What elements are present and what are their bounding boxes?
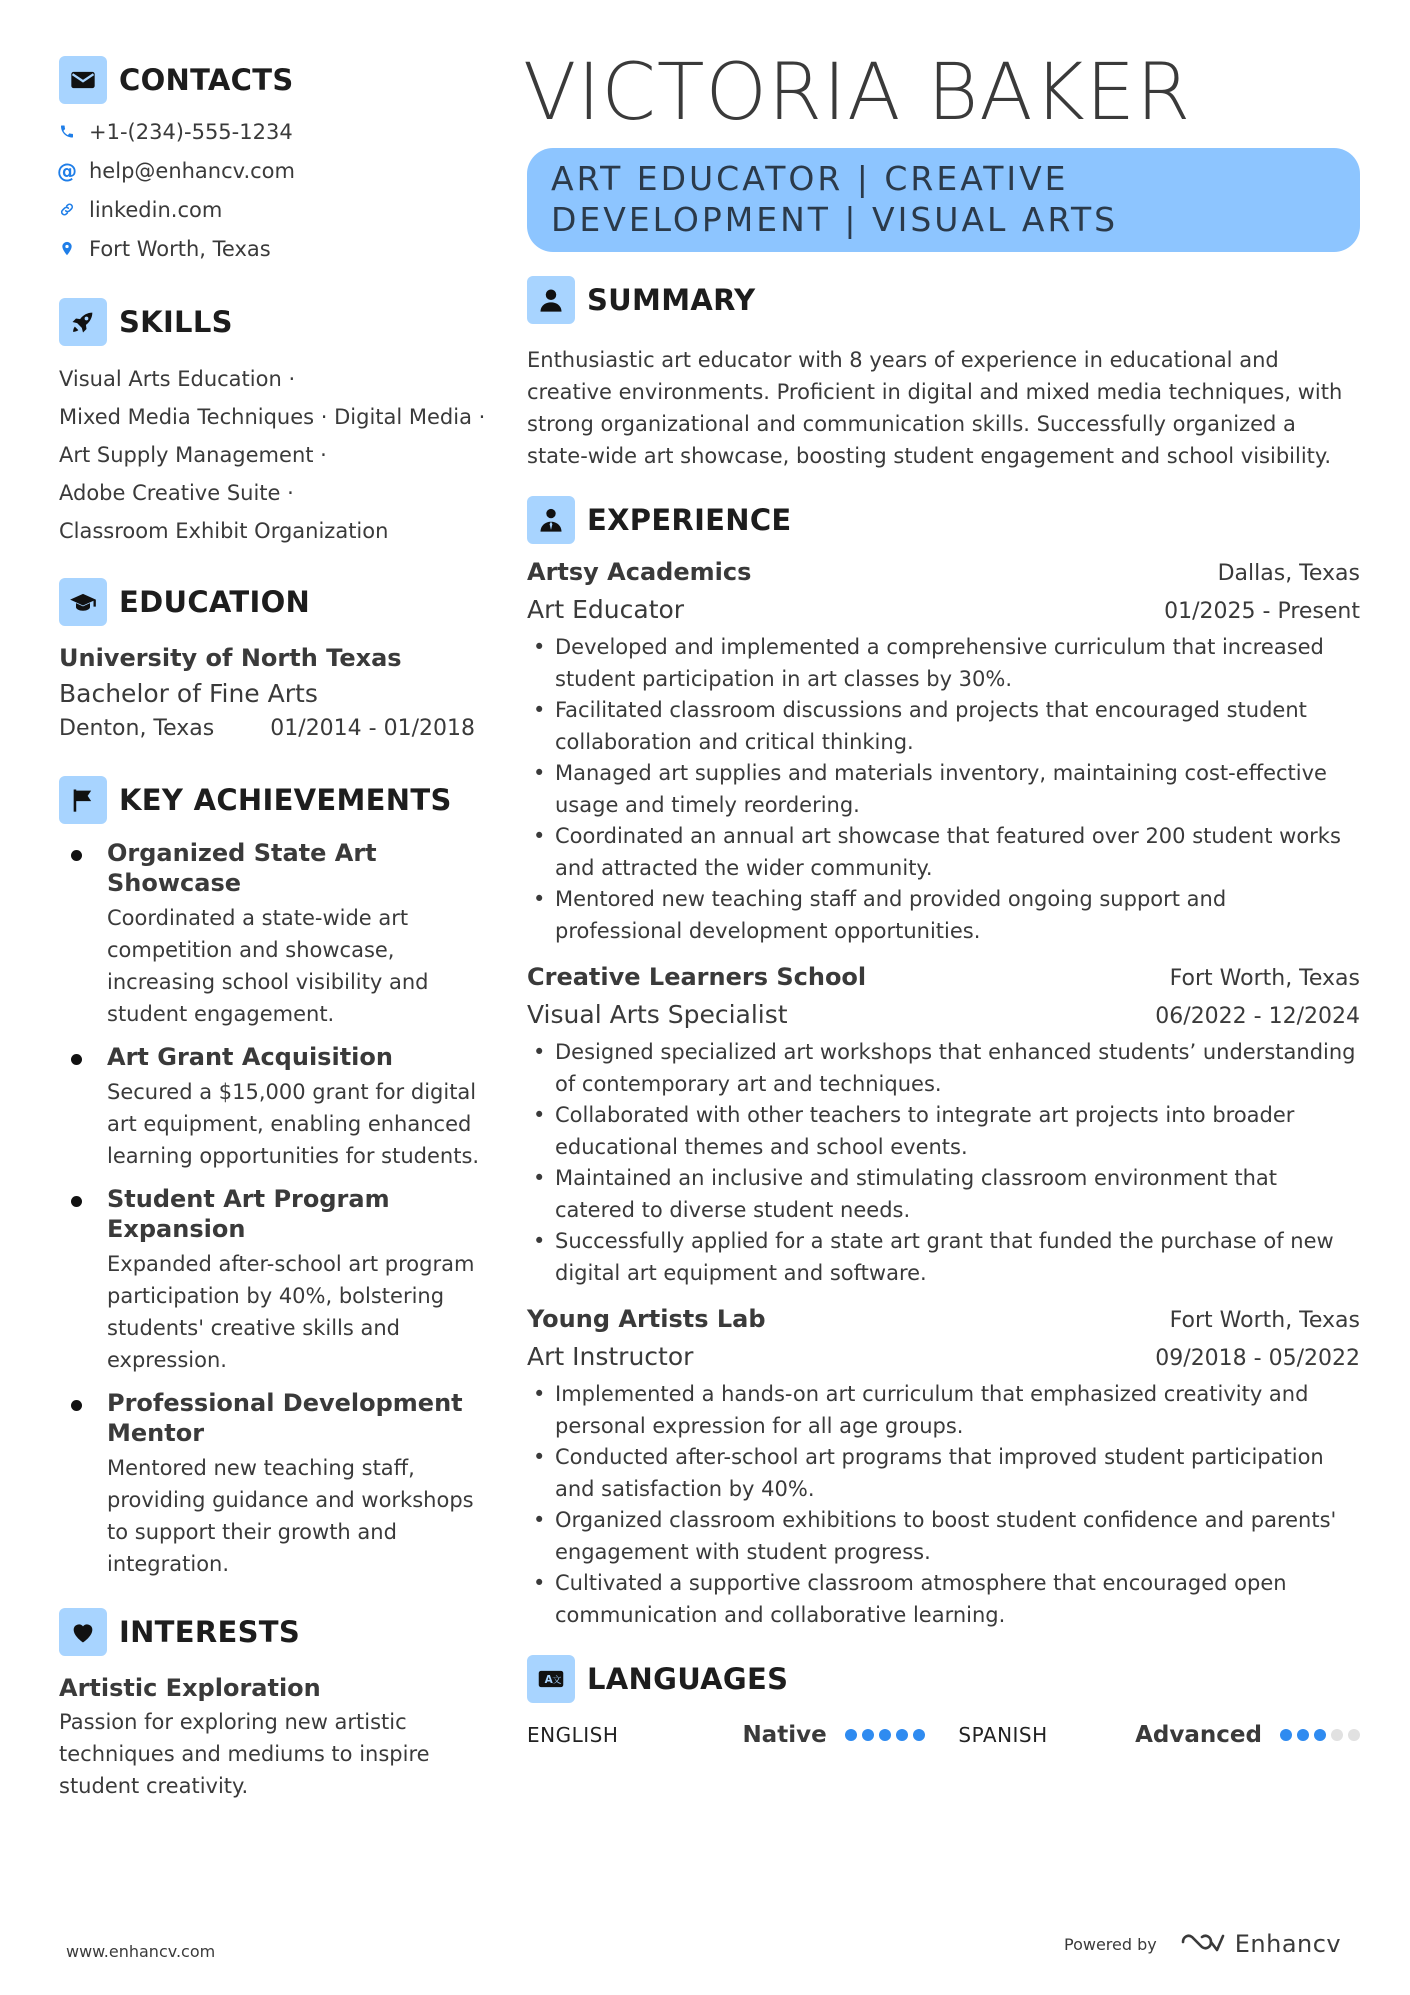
job-bullets (527, 1379, 1360, 1631)
proficiency-dot-filled (1314, 1729, 1326, 1741)
left-column (59, 56, 484, 1802)
languages-header (527, 1655, 1360, 1703)
contact-location-text: Fort Worth, Texas (89, 236, 271, 261)
rocket-icon (59, 298, 107, 346)
contacts-header (59, 56, 484, 104)
flag-icon (59, 776, 107, 824)
svg-text:A: A (544, 1674, 553, 1687)
job-bullet: • Mentored new teaching staff and provided ongoing support and professional development opportunities. (527, 884, 1360, 947)
achievement-title: Organized State Art Showcase (107, 839, 377, 897)
proficiency-dot-filled (862, 1729, 874, 1741)
job-role: Art Instructor (527, 1342, 694, 1371)
languages-row (527, 1715, 1360, 1755)
summary-text: Enthusiastic art educator with 8 years of experience in educational and creative environments. Proficient in digital and mixed media techniques, with strong organizational and communication skills. Successfully organized a state-wide art showcase, boosting student engagement and school visibility. (527, 348, 1343, 468)
summary-title: SUMMARY (587, 283, 756, 317)
job-bullet: • Maintained an inclusive and stimulating classroom environment that catered to diverse student needs. (527, 1163, 1360, 1226)
job-header-row (527, 1301, 1360, 1339)
right-column (523, 48, 1360, 1755)
job-role-row (527, 997, 1360, 1035)
achievement-item (59, 1184, 484, 1376)
achievements-header (59, 776, 484, 824)
user-icon (527, 276, 575, 324)
job-role-row (527, 592, 1360, 630)
job-entry (527, 959, 1360, 1289)
job-bullet: • Collaborated with other teachers to integrate art projects into broader educational themes and school events. (527, 1100, 1360, 1163)
education-dates: 01/2014 - 01/2018 (270, 716, 475, 741)
interest-desc: Passion for exploring new artistic techniques and mediums to inspire student creativity. (59, 1710, 430, 1798)
achievements-title: KEY ACHIEVEMENTS (119, 783, 452, 817)
heart-icon (59, 1608, 107, 1656)
experience-header (527, 496, 1360, 544)
achievement-title: Art Grant Acquisition (107, 1043, 393, 1071)
bullet-dot (71, 1400, 82, 1411)
contact-linkedin-text[interactable]: linkedin.com (89, 197, 223, 222)
achievement-title: Student Art Program Expansion (107, 1185, 390, 1243)
job-entry (527, 554, 1360, 947)
language-level: Native (742, 1722, 827, 1748)
education-location: Denton, Texas (59, 716, 215, 741)
job-bullet: • Successfully applied for a state art grant that funded the purchase of new digital art equipment and software. (527, 1226, 1360, 1289)
bullet-dot (71, 1054, 82, 1065)
language-name: SPANISH (958, 1723, 1048, 1747)
contact-email (59, 151, 484, 190)
skill-line: Visual Arts Education · (59, 367, 296, 391)
achievements-list (59, 838, 484, 1580)
svg-text:文: 文 (552, 1675, 562, 1687)
education-header (59, 578, 484, 626)
job-bullet: • Implemented a hands-on art curriculum that emphasized creativity and personal expression for all age groups. (527, 1379, 1360, 1442)
job-header-row (527, 554, 1360, 592)
phone-icon (59, 123, 75, 141)
at-icon: @ (57, 158, 77, 183)
job-dates: 06/2022 - 12/2024 (1155, 1004, 1360, 1029)
contact-linkedin (59, 190, 484, 229)
footer-branding (1064, 1930, 1341, 1958)
candidate-name: VICTORIA BAKER (523, 48, 1192, 138)
job-dates: 01/2025 - Present (1164, 599, 1360, 624)
job-company: Creative Learners School (527, 963, 867, 991)
enhancv-logo-icon (1179, 1930, 1227, 1958)
achievement-item (59, 1388, 484, 1580)
interest-entry (59, 1670, 484, 1802)
bullet-dot (71, 1196, 82, 1207)
contact-phone (59, 112, 484, 151)
job-header-row (527, 959, 1360, 997)
job-location: Fort Worth, Texas (1169, 1308, 1360, 1333)
footer-website[interactable]: www.enhancv.com (66, 1942, 216, 1961)
job-bullet: • Managed art supplies and materials inventory, maintaining cost-effective usage and timely reordering. (527, 758, 1360, 821)
job-bullet: • Facilitated classroom discussions and projects that encouraged student collaboration and critical thinking. (527, 695, 1360, 758)
job-title-line: DEVELOPMENT | VISUAL ARTS (551, 200, 1119, 239)
skill-line: Mixed Media Techniques · Digital Media · (59, 405, 486, 429)
experience-title: EXPERIENCE (587, 503, 792, 537)
language-level: Advanced (1135, 1722, 1262, 1748)
achievement-desc: Coordinated a state-wide art competition and showcase, increasing school visibility and student engagement. (107, 906, 429, 1026)
contacts-title: CONTACTS (119, 63, 294, 97)
language-icon (527, 1655, 575, 1703)
graduation-cap-icon (59, 578, 107, 626)
job-role: Visual Arts Specialist (527, 1000, 788, 1029)
job-dates: 09/2018 - 05/2022 (1155, 1346, 1360, 1371)
contact-location (59, 229, 484, 268)
bullet-dot (71, 850, 82, 861)
education-entry (59, 640, 484, 746)
language-proficiency-dots (1280, 1729, 1360, 1741)
proficiency-dot-filled (913, 1729, 925, 1741)
language-name: ENGLISH (527, 1723, 619, 1747)
proficiency-dot-empty (1331, 1729, 1343, 1741)
interest-title: Artistic Exploration (59, 1674, 321, 1702)
education-title: EDUCATION (119, 585, 311, 619)
job-bullets (527, 1037, 1360, 1289)
briefcase-person-icon (527, 496, 575, 544)
education-degree: Bachelor of Fine Arts (59, 679, 318, 708)
link-icon (59, 201, 75, 219)
job-entry (527, 1301, 1360, 1631)
education-meta (59, 712, 475, 746)
location-pin-icon (59, 240, 75, 258)
achievement-item (59, 1042, 484, 1172)
job-company: Young Artists Lab (527, 1305, 766, 1333)
achievement-item (59, 838, 484, 1030)
job-bullets (527, 632, 1360, 947)
job-location: Dallas, Texas (1217, 561, 1360, 586)
interests-header (59, 1608, 484, 1656)
job-bullet: • Designed specialized art workshops that enhanced students’ understanding of contemporary art and techniques. (527, 1037, 1360, 1100)
skills-list (59, 360, 484, 550)
achievement-desc: Expanded after-school art program participation by 40%, bolstering students' creative skills and expression. (107, 1252, 475, 1372)
job-bullet: • Cultivated a supportive classroom atmosphere that encouraged open communication and collaborative learning. (527, 1568, 1360, 1631)
skill-line: Adobe Creative Suite · (59, 481, 294, 505)
proficiency-dot-filled (1297, 1729, 1309, 1741)
languages-title: LANGUAGES (587, 1662, 789, 1696)
job-bullet: • Conducted after-school art programs that improved student participation and satisfaction by 40%. (527, 1442, 1360, 1505)
job-company: Artsy Academics (527, 558, 752, 586)
skill-line: Classroom Exhibit Organization (59, 519, 389, 543)
job-title-line: ART EDUCATOR | CREATIVE (551, 159, 1069, 198)
skills-title: SKILLS (119, 305, 233, 339)
proficiency-dot-filled (879, 1729, 891, 1741)
proficiency-dot-empty (1348, 1729, 1360, 1741)
job-role-row (527, 1339, 1360, 1377)
contact-email-text[interactable]: help@enhancv.com (89, 158, 295, 183)
proficiency-dot-filled (1280, 1729, 1292, 1741)
achievement-title: Professional Development Mentor (107, 1389, 463, 1447)
contact-phone-text[interactable]: +1-(234)-555-1234 (89, 119, 293, 144)
education-school: University of North Texas (59, 644, 402, 672)
job-title-banner (527, 148, 1360, 252)
proficiency-dot-filled (845, 1729, 857, 1741)
job-role: Art Educator (527, 595, 685, 624)
summary-header (527, 276, 1360, 324)
interests-title: INTERESTS (119, 1615, 301, 1649)
job-bullet: • Developed and implemented a comprehensive curriculum that increased student participation in art classes by 30%. (527, 632, 1360, 695)
job-location: Fort Worth, Texas (1169, 966, 1360, 991)
job-bullet: • Organized classroom exhibitions to boost student confidence and parents' engagement with student progress. (527, 1505, 1360, 1568)
skills-header (59, 298, 484, 346)
powered-by-label: Powered by (1064, 1934, 1157, 1954)
proficiency-dot-filled (896, 1729, 908, 1741)
contacts-list (59, 112, 484, 268)
achievement-desc: Mentored new teaching staff, providing guidance and workshops to support their growth and integration. (107, 1456, 474, 1576)
language-proficiency-dots (845, 1729, 953, 1741)
job-bullet: • Coordinated an annual art showcase that featured over 200 student works and attracted the wider community. (527, 821, 1360, 884)
achievement-desc: Secured a $15,000 grant for digital art equipment, enabling enhanced learning opportunities for students. (107, 1080, 480, 1168)
skill-line: Art Supply Management · (59, 443, 327, 467)
envelope-icon (59, 56, 107, 104)
enhancv-brand-name: Enhancv (1234, 1930, 1342, 1958)
